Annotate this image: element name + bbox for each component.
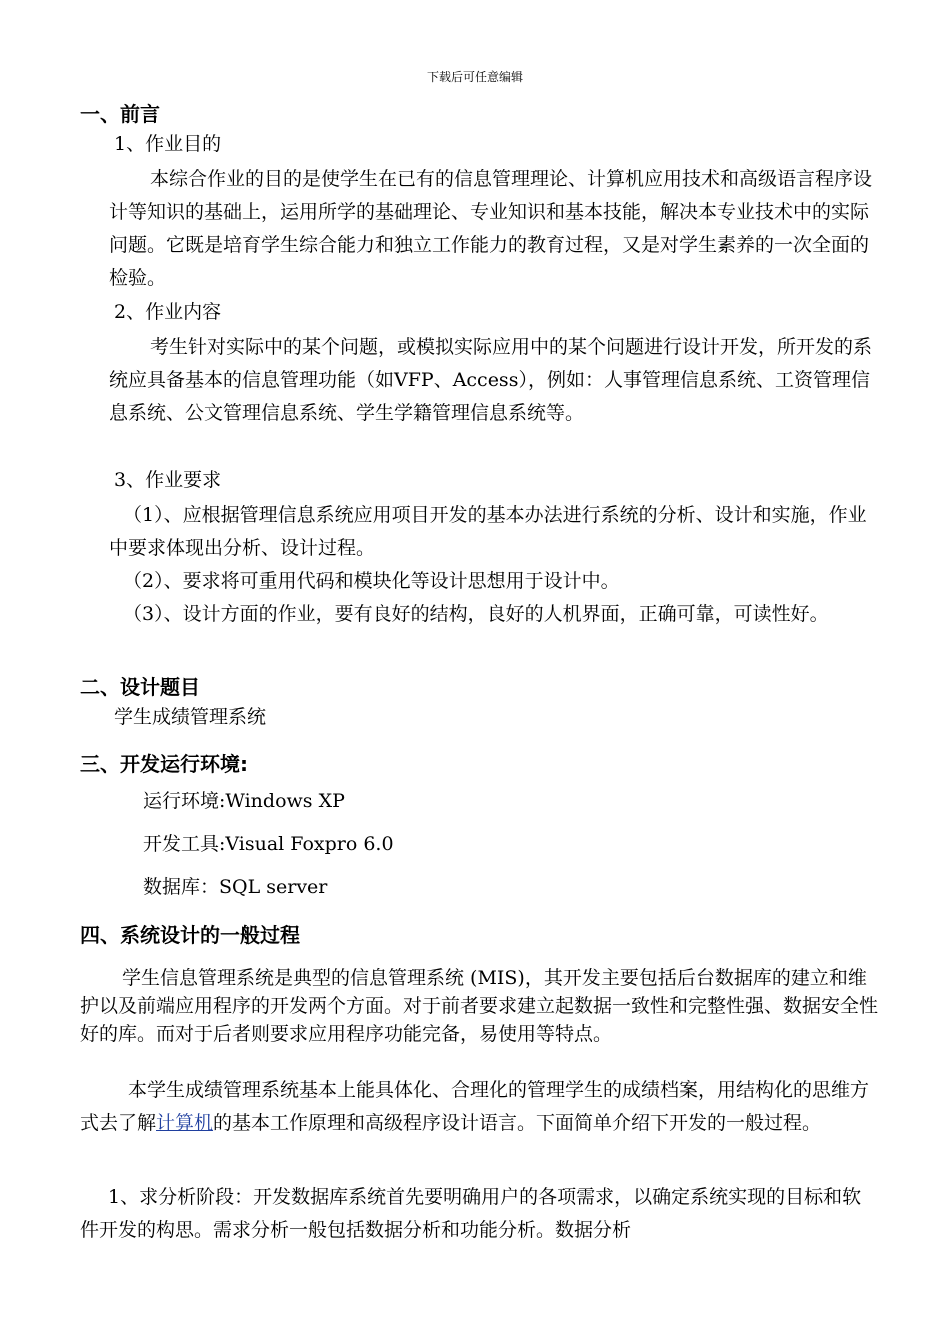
paragraph-content: 考生针对实际中的某个问题，或模拟实际应用中的某个问题进行设计开发，所开发的系统应具备基本的信息管理功能（如VFP、Access），例如：人事管理信息系统、工资管理信息系统、公文管理信息系统、学生学籍管理信息系统等。 bbox=[109, 336, 873, 424]
database-info: 数据库：SQL server bbox=[143, 876, 328, 898]
subheading-purpose: 1、作业目的 bbox=[114, 133, 222, 155]
section-heading-preface: 一、前言 bbox=[80, 102, 160, 126]
system-intro-text-a: 本学生成绩管理系统基本上能具体化、合理化的管理学生的成绩档案，用结构化的思维方式去了解 bbox=[80, 1079, 870, 1134]
page-header: 下载后可任意编辑 bbox=[426, 70, 523, 84]
computer-link[interactable]: 计算机 bbox=[156, 1112, 214, 1134]
requirement-item-2: （2）、要求将可重用代码和模块化等设计思想用于设计中。 bbox=[123, 570, 620, 592]
section-heading-design-topic: 二、设计题目 bbox=[80, 675, 200, 699]
requirement-item-3: （3）、设计方面的作业，要有良好的结构，良好的人机界面，正确可靠，可读性好。 bbox=[123, 603, 829, 625]
paragraph-requirement-analysis: 1、求分析阶段：开发数据库系统首先要明确用户的各项需求，以确定系统实现的目标和软件开发的构思。需求分析一般包括数据分析和功能分析。数据分析 bbox=[80, 1186, 862, 1241]
development-tool: 开发工具:Visual Foxpro 6.0 bbox=[143, 833, 394, 855]
runtime-environment: 运行环境:Windows XP bbox=[143, 790, 345, 812]
paragraph-purpose: 本综合作业的目的是使学生在已有的信息管理理论、计算机应用技术和高级语言程序设计等知识的基础上，运用所学的基础理论、专业知识和基本技能，解决本专业技术中的实际问题。它既是培育学生综合能力和独立工作能力的教育过程，又是对学生素养的一次全面的检验。 bbox=[109, 168, 873, 289]
section-heading-environment: 三、开发运行环境: bbox=[80, 752, 248, 776]
section-heading-design-process: 四、系统设计的一般过程 bbox=[80, 923, 300, 947]
subheading-content: 2、作业内容 bbox=[114, 301, 222, 323]
paragraph-system-intro bbox=[80, 1074, 880, 1140]
paragraph-mis-overview: 学生信息管理系统是典型的信息管理系统 (MIS)，其开发主要包括后台数据库的建立和维护以及前端应用程序的开发两个方面。对于前者要求建立起数据一致性和完整性强、数据安全性好的库。而对于后者则要求应用程序功能完备，易使用等特点。 bbox=[80, 967, 879, 1045]
design-topic-title: 学生成绩管理系统 bbox=[114, 706, 267, 728]
requirement-item-1: （1）、应根据管理信息系统应用项目开发的基本办法进行系统的分析、设计和实施，作业中要求体现出分析、设计过程。 bbox=[109, 504, 867, 559]
subheading-requirements: 3、作业要求 bbox=[114, 469, 222, 491]
system-intro-text-b: 的基本工作原理和高级程序设计语言。下面简单介绍下开发的一般过程。 bbox=[213, 1112, 822, 1134]
